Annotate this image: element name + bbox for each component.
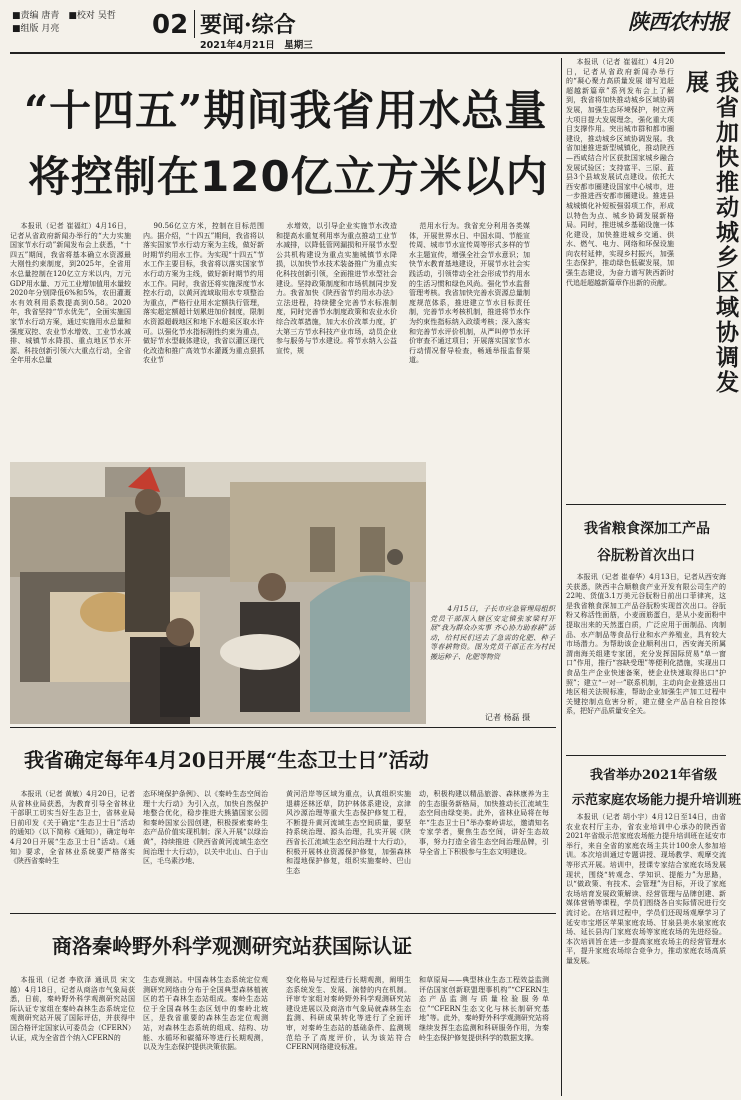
ecology-col-2: 态环境保护条例》、以《秦岭生态空间治理十大行动》为引入点，加快自然保护地整合优化，稳步推进大熊猫国家公园和秦岭国家公园创建，积极探索秦岭生态产品价值实现机制；深入开展“以绿治黄”，持续推进《陕西省黄河流域生态空间治理十大行动》，以关中北山、白于山区，毛乌素沙地、 bbox=[143, 790, 268, 866]
science-headline: 商洛秦岭野外科学观测研究站获国际认证 bbox=[52, 934, 412, 958]
header-rule bbox=[10, 52, 725, 54]
news-photo bbox=[10, 462, 426, 724]
right-column-divider bbox=[561, 58, 562, 1096]
lead-col-3: 水增效，以引导企业实施节水改造和提高水重复利用率为重点推动工业节水减排，以降低管网漏损和开展节水型公共机构建设为重点实施城镇节水降损，以加快节水技术装备推广为重点实化科技创新引领，全面推进节水型社会建设。坚持政策制度和市场机制同步发力。我省加快《陕西省节约用水办法》立法进程，持续健全完善节水标准制度，同时完善节水制度政策和农业水价综合改革措施，加大水价改革力度，扩大第三方节水科技产业市场，动员企业参与服务与节水建设。将节水纳入公益宣传，规 bbox=[276, 222, 397, 355]
section-title: 要闻·综合 bbox=[200, 12, 296, 38]
science-top-rule bbox=[10, 913, 556, 914]
ecology-top-rule bbox=[10, 727, 556, 728]
training-top-rule bbox=[566, 755, 726, 756]
grain-headline-1: 我省粮食深加工产品 bbox=[584, 521, 710, 537]
page-number: 02 bbox=[152, 10, 189, 40]
grain-body: 本报讯（记者 崔春华）4月13日，记者从西安海关获悉，陕西丰合顺粮食产业开发有限公司生产的22吨、货值3.1万美元谷朊粉日前出口菲律宾，这是我省粮食深加工产品谷朊粉实现首次出口。谷朊粉又称活性面筋，小麦面筋蛋白，是从小麦面粉中提取出来的天然蛋白质，广泛应用于面制品、肉制品、水产制品等食品行业和水产养殖业，具有较大市场潜力。为帮助该企业顺利出口，西安海关所属渭南海关组建专家团，充分发挥国际贸易“单一窗口”作用，推行“容缺受理”等便利化措施，实现出口食品生产企业快速备案，使企业快速取得出口“护照”；建立“一对一”联系机制，主动向企业推送出口地区相关法规标准，帮助企业加强生产加工过程中关键控制点危害分析，建立健全产品自检自控体系，把好产品质量安全关。 bbox=[566, 573, 726, 716]
credit-layout: ■组版 月亮 bbox=[12, 24, 60, 34]
grain-headline-2: 谷朊粉首次出口 bbox=[597, 548, 695, 564]
header-divider bbox=[194, 10, 195, 38]
science-col-4: 和草原局——典型林业生态工程效益监测评估国家创新联盟理事机构”“CFERN生态产品监测与质量检验服务单位”“CFERN生态文化与林长制研究基地”等。此外，秦岭野外科学观测研究站将继续发挥生态监测和科研服务作用，为秦岭生态保护修复提供科学的数据支撑。 bbox=[419, 976, 549, 1042]
science-col-1: 本报讯（记者 李欧泽 通讯员 宋文越）4月18日，记者从商洛市气象局获悉，日前，秦岭野外科学观测研究站国际认证专家组在秦岭森林生态系统定位观测研究站开展了国际评估，并获得中国合格评定国家认可委员会（CFERN）认证，成为全省首个纳入CFERN的 bbox=[10, 976, 135, 1042]
credit-editor: ■责编 唐青 bbox=[12, 11, 60, 21]
photo-caption bbox=[430, 605, 555, 715]
lead-col-2: 90.56亿立方米，控制在目标范围内。据介绍，“十四五”期间，我省将以落实国家节水行动方案为主线，做好新时期节约用水工作。为实现“十四五”节水工作主要目标，我省将以落实国家节水行动方案为主线，做好新时期节约用水工作。同时，我省还将实施深度节水控水行动，以黄河流域取用水专项整治为重点，严格行业用水定额执行管理，落实超定额超计划累进加价制度，限制水资源超载地区和地下水超采区取水许可。以强化节水指标刚性约束为重点，做好节水型载体建设，我省以灌区现代化改造和推广高效节水灌溉为重点狠抓农业节 bbox=[143, 222, 264, 365]
grain-top-rule bbox=[566, 504, 726, 505]
lead-headline-1: “十四五”期间我省用水总量 bbox=[24, 86, 548, 135]
ecology-col-4: 动，积极构建以精品旅游、森林康养为主的生态服务新格局，加快推动长江流域生态空间由绿变美。此外，省林业局将在每年“生态卫士日”举办秦岭讲坛，邀请知名专家学者，聚焦生态空间，讲好生态故事，努力打造全省生态空间治理品牌，引导全省上下积极参与生态文明建设。 bbox=[419, 790, 549, 856]
lead-headline-2: 将控制在120亿立方米以内 bbox=[28, 152, 549, 201]
ecology-headline: 我省确定每年4月20日开展“生态卫士日”活动 bbox=[24, 748, 429, 772]
ecology-col-3: 黄河沿岸等区域为重点，认真组织实施退耕还林还草，防护林体系建设，京津风沙源治理等重大生态保护修复工程，不断提升黄河流域生态空间质量，要坚持系统治理、源头治理，扎实开展《陕西省长江流域生态空间治理十大行动》，积极开展林业资源保护修复，加强森林和湿地保护修复，组织实施秦岭、巴山生态 bbox=[286, 790, 411, 875]
right-story-body: 本报讯（记者 崔福红）4月20日，记者从省政府新闻办举行的“凝心聚力高质量发展 谱写追赶超越新篇章”系列发布会上了解到，我省将加快推动城乡区域协调发展，加强生态环境保护，树立两大项目提大发展理念，强化重大项目支撑作用。突出城市群和都市圈建设，推动城乡区域协调发展。我省加速推进新型城镇化，推动陕西—西咸结合片区获批国家城乡融合发展试验区；支持富平、三原、蓝县3个县域发展试点建设。依托大西安都市圈建设国家中心城市，进一步推进西安都市圈建设。推进县城城镇化补短板强弱项工作，形成以特色为点、城乡协调发展新格局。同时，推进城乡基础设施一体化建设，加快推进城乡交通、供水、燃气、电力、网络和环保设施向农村延伸，实现乡村振兴，加强生态保护，推动绿色低碳发展，加强生态建设，为奋力谱写陕西新时代追赶超越新篇章作出新的贡献。 bbox=[566, 58, 674, 287]
lead-col-4: 范用水行为。我省充分利用各类媒体，开展世界水日、中国水周、节能宣传周、城市节水宣传周等形式多样的节水主题宣传，增强全社会节水意识；加快节水教育基地建设，开展节水社会实践活动，引领带动全社会形成节约用水的生活习惯和绿色风尚。强化节水监督管理考核。我省加快完善水资源总量制度规范体系，推进建立节水目标责任制，完善节水考核机制，推进将节水作为约束性指标纳入政绩考核；深入落实和完善节水评价机制，从严叫停节水评价审查不通过项目；开展落实国家节水行动情况督导检查，畅通举报监督渠道。 bbox=[409, 222, 530, 365]
lead-col-1: 本报讯（记者 崔福红）4月16日，记者从省政府新闻办举行的“大力实施国家节水行动”新闻发布会上获悉，“十四五”期间，我省将基本确立水资源最大刚性约束制度，到2025年，全省用水总量控制在120亿立方米以内，万元GDP用水量、万元工业增加值用水量较2020年分别降低6%和5%，农田灌溉水有效利用系数提高到0.58。2020年，我省坚持“节水优先”，全面实施国家节水行动方案，通过实施用水总量和强度双控、农业节水增效、工业节水减排、城镇节水降损、重点地区节水开源、科技创新引领六大重点行动，全省全年用水总量 bbox=[10, 222, 131, 365]
photo-caption-text: 4月15日，子长市应急管理局组织党员干部深入辖区安定镇张家梁村开展“我为群众办实事 齐心协力助春耕”活动，给村民们送去了急需的化肥、种子等春耕物资。图为党员干部正在为村民搬运种子、化肥等物资 bbox=[430, 605, 555, 661]
photo-illustration bbox=[10, 462, 426, 724]
training-headline-2: 示范家庭农场能力提升培训班 bbox=[572, 793, 741, 808]
credit-proof: ■校对 吴哲 bbox=[68, 11, 116, 21]
science-col-2: 生态观测站。中国森林生态系统定位观测研究网络由分布于全国典型森林植被区的若干森林生态站组成。秦岭生态站位于全国森林生态区划中的秦岭北坡区，是我省重要的森林生态定位观测站，对森林生态系统的组成、结构、功能、水循环和碳循环等进行长期观测，以及为生态保护提供决策依据。 bbox=[143, 976, 268, 1052]
issue-date: 2021年4月21日 星期三 bbox=[200, 40, 313, 51]
ecology-col-1: 本报讯（记者 黄敏）4月20日，记者从省林业局获悉，为教育引导全省林业干部职工切实当好生态卫士，省林业局日前印发《关于确定“生态卫士日”活动的通知》（以下简称《通知》），确定每年4月20日开展“生态卫士日”活动。《通知》要求，全省林业系统要严格落实《陕西省秦岭生 bbox=[10, 790, 135, 866]
editor-credits bbox=[12, 10, 147, 36]
right-story-title: 我省加快推动城乡区域协调发展 bbox=[682, 70, 739, 395]
photo-credit: 记者 杨磊 摄 bbox=[485, 713, 531, 722]
training-headline-1: 我省举办2021年省级 bbox=[590, 768, 718, 783]
science-col-3: 变化格局与过程进行长期观测，阐明生态系统发生、发展、演替的内在机制。评审专家组对秦岭野外科学观测研究站建设进展以及商洛市气象局就森林生态监测、科研成果转化等进行了全面评审，对秦岭生态站的基础条件、监测规范给予了高度评价，认为该站符合CFERN网络建设标准。 bbox=[286, 976, 411, 1052]
training-body: 本报讯（记者 胡小宇）4月12日至14日，由省农业农村厅主办，省农业培训中心承办的陕西省2021年省级示范家庭农场能力提升培训班在延安市举行，来自全省的家庭农场主共计100余人参加培训。本次培训通过专题讲授、现场教学、观摩交流等形式开展。培训中，授课专家结合家庭农场发展现状，围绕“转观念、学知识、提能力”为思路，以“做政策、有技术、会管理”为目标，开设了家庭农场培育发展政策解读、经营管理与品牌创建、新媒体营销等课程，学员们围绕各自实际情况进行交流讨论。在培训过程中，学员们还现场观摩学习了延安市宝塔区苹果家庭农场、甘泉县美水泉家庭农场、延长县沟门家庭农场等家庭农场的先进经验。本次培训旨在进一步提高家庭农场主的经营管理水平，提升家庭农场综合竞争力，推动家庭农场高质量发展。 bbox=[566, 813, 726, 965]
masthead-logo: 陕西农村报 bbox=[628, 9, 728, 34]
